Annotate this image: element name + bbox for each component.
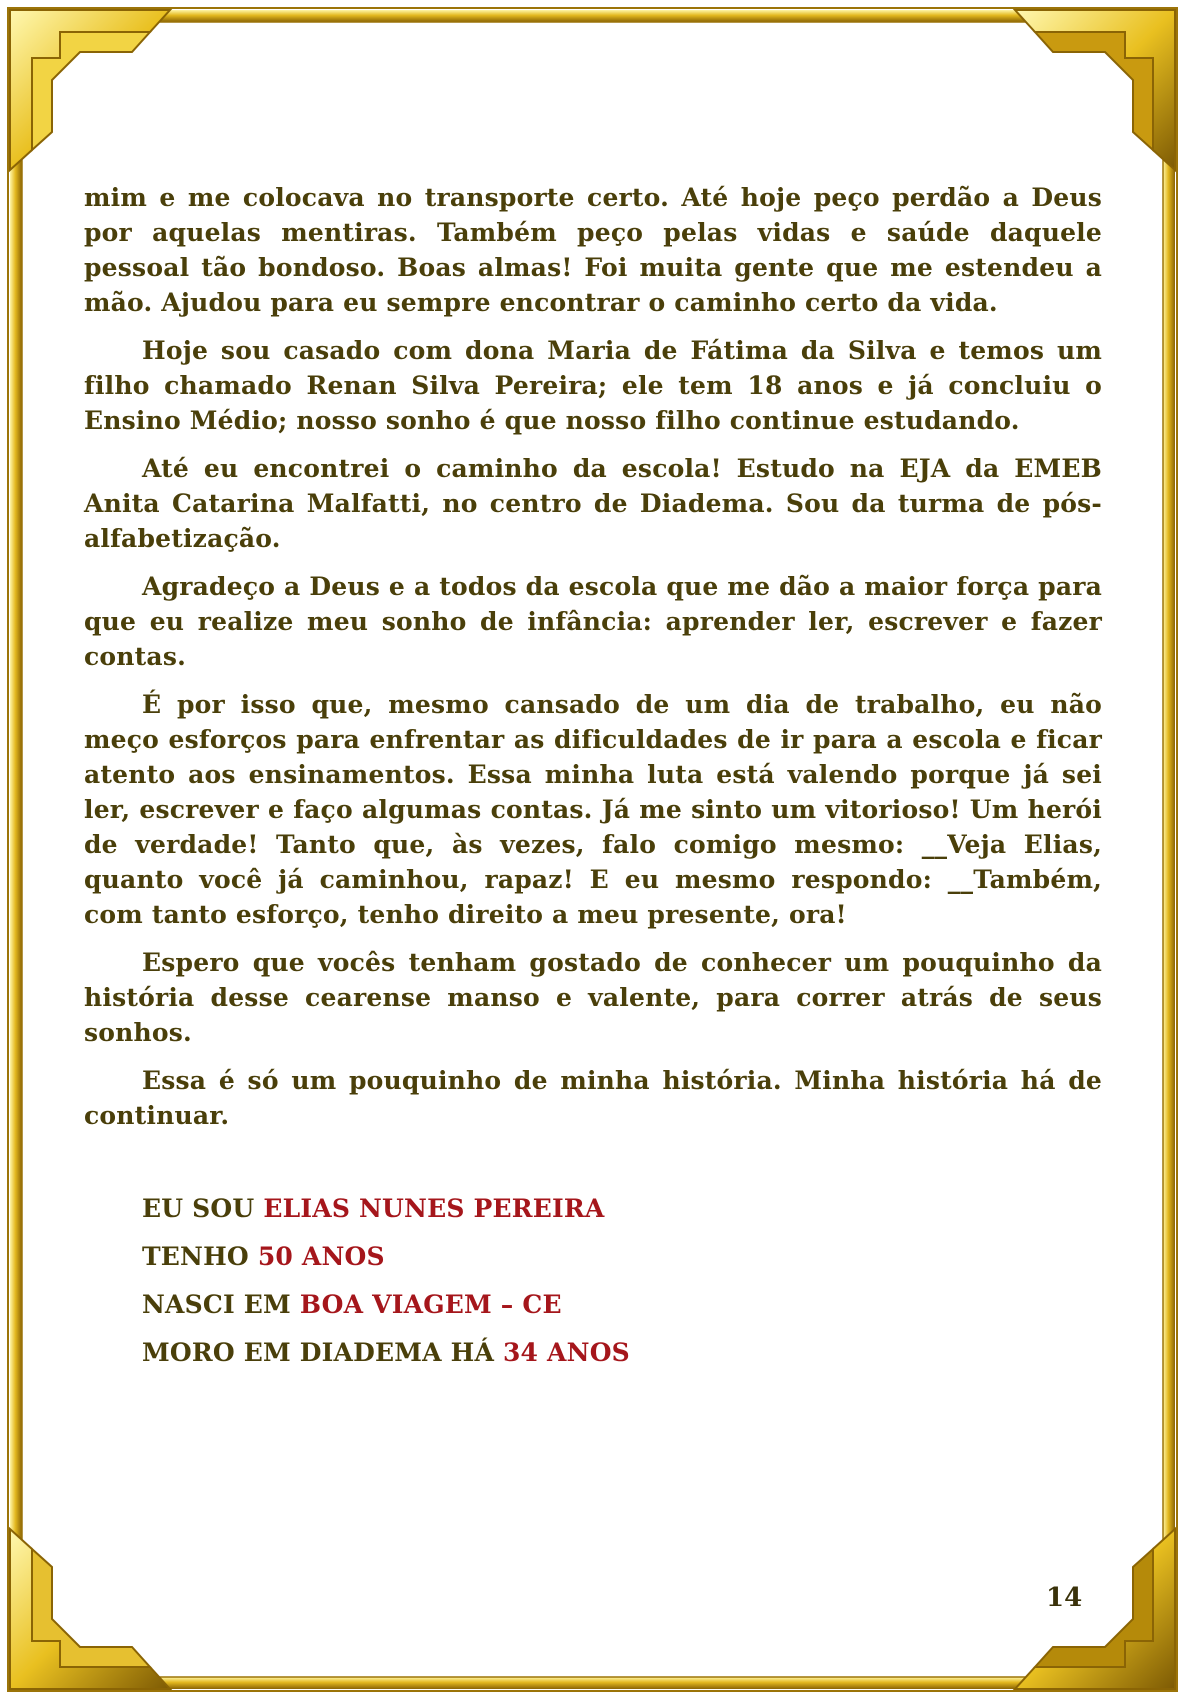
paragraph: Agradeço a Deus e a todos da escola que me dão a maior força para que eu realize meu sonho de infância: aprender ler, escrever e fazer contas. xyxy=(84,572,1102,671)
author-birthplace: BOA VIAGEM – CE xyxy=(299,1290,562,1319)
corner-ornament-top-right xyxy=(1015,10,1175,170)
paragraph: Hoje sou casado com dona Maria de Fátima da Silva e temos um filho chamado Renan Silva Pereira; ele tem 18 anos e já concluiu o Ensino Médio; nosso sonho é que nosso filho continue estudando. xyxy=(84,336,1102,435)
author-name-label: EU SOU xyxy=(142,1194,264,1223)
paragraph: Essa é só um pouquinho de minha história. Minha história há de continuar. xyxy=(84,1066,1102,1130)
author-residence-years: 34 ANOS xyxy=(502,1338,630,1367)
story-text xyxy=(84,180,1102,1146)
author-residence-label: MORO EM DIADEMA HÁ xyxy=(142,1338,503,1367)
paragraph: Até eu encontrei o caminho da escola! Estudo na EJA da EMEB Anita Catarina Malfatti, no centro de Diadema. Sou da turma de pós-alfabetização. xyxy=(84,454,1102,553)
page-number: 14 xyxy=(1046,1583,1083,1613)
corner-ornament-top-left xyxy=(10,10,170,170)
corner-ornament-bottom-left xyxy=(10,1529,170,1689)
paragraph: É por isso que, mesmo cansado de um dia de trabalho, eu não meço esforços para enfrentar as dificuldades de ir para a escola e ficar atento aos ensinamentos. Essa minha luta está valendo porque já sei ler, escrever e faço algumas contas. Já me sinto um vitorioso! Um herói de verdade! Tanto que, às vezes, falo comigo mesmo: __Veja Elias, quanto você já caminhou, rapaz! E eu mesmo respondo: __Também, com tanto esforço, tenho direito a meu presente, ora! xyxy=(84,690,1102,929)
author-name: ELIAS NUNES PEREIRA xyxy=(263,1194,605,1223)
corner-ornament-bottom-right xyxy=(1015,1529,1175,1689)
author-info xyxy=(142,1185,630,1377)
author-residence-line xyxy=(142,1329,630,1377)
paragraph: mim e me colocava no transporte certo. Até hoje peço perdão a Deus por aquelas mentiras. Também peço pelas vidas e saúde daquele pessoal tão bondoso. Boas almas! Foi muita gente que me estendeu a mão. Ajudou para eu sempre encontrar o caminho certo da vida. xyxy=(84,183,1102,317)
paragraph: Espero que vocês tenham gostado de conhecer um pouquinho da história desse cearense manso e valente, para correr atrás de seus sonhos. xyxy=(84,948,1102,1047)
author-birthplace-line xyxy=(142,1281,630,1329)
author-name-line xyxy=(142,1185,630,1233)
author-age: 50 ANOS xyxy=(257,1242,385,1271)
author-age-label: TENHO xyxy=(142,1242,258,1271)
author-age-line xyxy=(142,1233,630,1281)
author-birthplace-label: NASCI EM xyxy=(142,1290,300,1319)
